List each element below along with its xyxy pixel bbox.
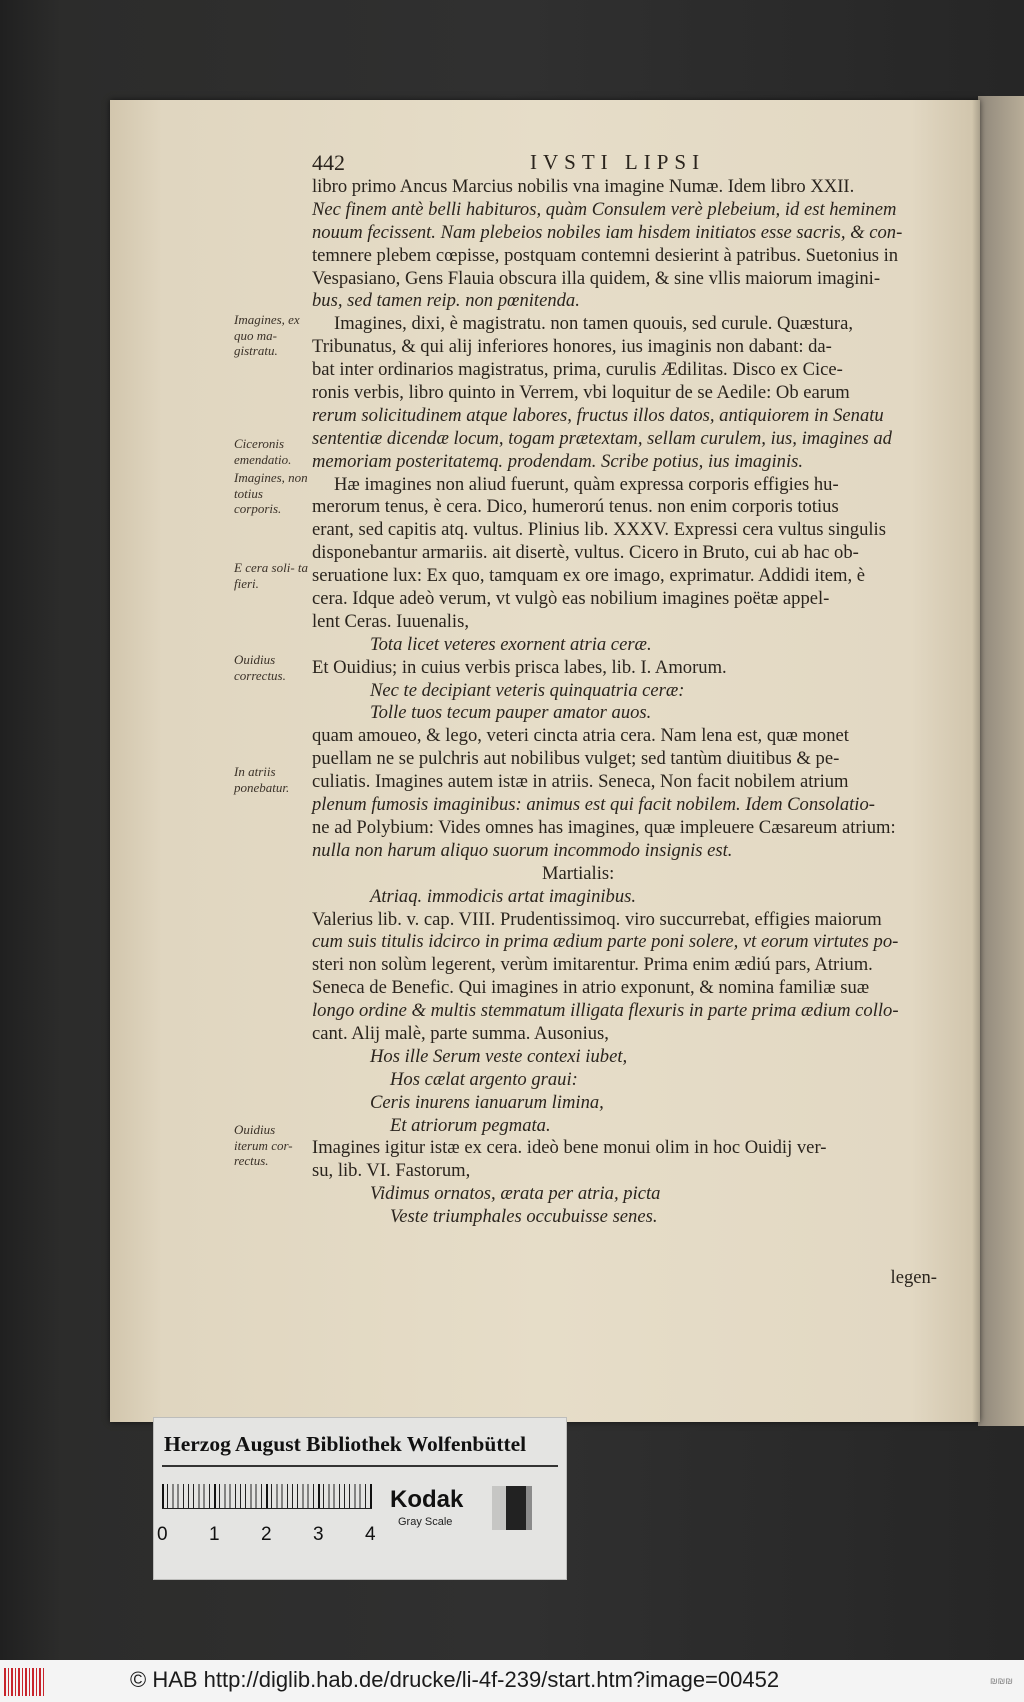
hab-logo-icon xyxy=(4,1668,46,1696)
footer-credit: © HAB http://diglib.hab.de/drucke/li-4f-239/start.htm?image=00452 xyxy=(130,1667,780,1692)
text-line: Et Ouidius; in cuius verbis prisca labes, lib. I. Amorum. xyxy=(312,656,727,678)
text-line: Vespasiano, Gens Flauia obscura illa quidem, & sine vllis maiorum imagini- xyxy=(312,267,881,289)
ruler-scale xyxy=(162,1484,372,1508)
text-line: ronis verbis, libro quinto in Verrem, vbi loquitur de se Aedile: Ob earum xyxy=(312,382,850,404)
kodak-logo: Kodak xyxy=(390,1486,464,1513)
verse-line: Hos cælat argento graui: xyxy=(390,1068,578,1090)
scale-number: 1 xyxy=(209,1524,220,1545)
text-line: longo ordine & multis stemmatum illigata flexuris in parte prima ædium collo- xyxy=(312,1000,899,1022)
margin-note: Imagines, ex quo ma- gistratu. xyxy=(234,312,300,358)
text-line: bat inter ordinarios magistratus, prima, curulis Ædilitas. Disco ex Cice- xyxy=(312,359,843,381)
text-line: Hæ imagines non aliud fuerunt, quàm expressa corporis effigies hu- xyxy=(334,473,839,495)
verse-line: Et atriorum pegmata. xyxy=(390,1114,551,1136)
text-line: nouum fecissent. Nam plebeios nobiles iam hisdem initiatos esse sacris, & con- xyxy=(312,221,903,243)
text-line: Seneca de Benefic. Qui imagines in atrio exponunt, & nomina familiæ suæ xyxy=(312,977,870,999)
text-line: erant, sed capitis atq. vultus. Plinius lib. XXXV. Expressi cera vultus singulis xyxy=(312,519,886,541)
margin-note: Ouidius correctus. xyxy=(234,652,286,683)
text-line: ne ad Polybium: Vides omnes has imagines, quæ impleuere Cæsareum atrium: xyxy=(312,816,896,838)
color-target-card xyxy=(153,1417,567,1580)
text-line: Martialis: xyxy=(542,862,615,884)
text-line: temnere plebem cœpisse, postquam contemni desierint à patribus. Suetonius in xyxy=(312,244,899,266)
gray-patch-dark xyxy=(506,1486,526,1530)
text-line: cera. Idque adeò verum, vt vulgò eas nobilium imagines poëtæ appel- xyxy=(312,588,830,610)
margin-note: Imagines, non totius corporis. xyxy=(234,470,308,516)
ruler-baseline xyxy=(162,1508,372,1509)
gray-patch-mid xyxy=(526,1486,532,1530)
verse-line: Tolle tuos tecum pauper amator auos. xyxy=(370,702,652,724)
scale-number: 4 xyxy=(365,1524,376,1545)
scale-number: 3 xyxy=(313,1524,324,1545)
text-line: cant. Alij malè, parte summa. Ausonius, xyxy=(312,1022,609,1044)
margin-note: E cera soli- ta fieri. xyxy=(234,560,309,591)
verse-line: Ceris inurens ianuarum limina, xyxy=(370,1091,604,1113)
margin-note: Ouidius iterum cor- rectus. xyxy=(234,1122,293,1168)
text-line: libro primo Ancus Marcius nobilis vna imagine Numæ. Idem libro XXII. xyxy=(312,176,855,197)
text-line: rerum solicitudinem atque labores, fructus illos datos, antiquiorem in Senatu xyxy=(312,404,884,426)
text-line: quam amoueo, & lego, veteri cincta atria cera. Nam lena est, quæ monet xyxy=(312,725,849,747)
text-line: bus, sed tamen reip. non pœnitenda. xyxy=(312,290,580,312)
catchword: legen- xyxy=(890,1266,937,1288)
page-number: 442 xyxy=(312,150,345,175)
footer-mark: ₪₪₪ xyxy=(990,1676,1013,1686)
facing-page-edge xyxy=(978,96,1024,1426)
text-line: culiatis. Imagines autem istæ in atriis. Seneca, Non facit nobilem atrium xyxy=(312,771,849,793)
text-line: lent Ceras. Iuuenalis, xyxy=(312,610,469,632)
verse-line: Veste triumphales occubuisse senes. xyxy=(390,1206,658,1228)
text-line: steri non solùm legerent, verùm imitarentur. Prima enim ædiú pars, Atrium. xyxy=(312,954,873,976)
text-line: nulla non harum aliquo suorum incommodo insignis est. xyxy=(312,839,733,861)
verse-line: Hos ille Serum veste contexi iubet, xyxy=(370,1045,628,1067)
text-line: Imagines, dixi, è magistratu. non tamen quouis, sed curule. Quæstura, xyxy=(334,313,853,335)
text-line: disponebantur armariis. ait disertè, vultus. Cicero in Bruto, cui ab hac ob- xyxy=(312,542,859,564)
text-line: su, lib. VI. Fastorum, xyxy=(312,1160,471,1182)
text-line: merorum tenus, è cera. Dico, humerorú tenus. non enim corporis totius xyxy=(312,496,839,518)
library-name: Herzog August Bibliothek Wolfenbüttel xyxy=(164,1432,527,1456)
text-line: seruatione lux: Ex quo, tamquam ex ore imago, exprimatur. Addidi item, è xyxy=(312,565,866,587)
margin-note: Ciceronis emendatio. xyxy=(234,436,292,467)
text-line: Nec finem antè belli habituros, quàm Consulem verè plebeium, id est heminem xyxy=(312,198,897,220)
text-line: Imagines igitur istæ ex cera. ideò bene monui olim in hoc Ouidij ver- xyxy=(312,1137,827,1159)
verse-line: Nec te decipiant veteris quinquatria ceræ: xyxy=(370,679,685,701)
body-text xyxy=(312,176,937,1290)
divider xyxy=(162,1465,558,1467)
text-line: sententiæ dicendæ locum, togam prætextam, sellam curulem, ius, imagines ad xyxy=(312,427,892,449)
scale-number: 0 xyxy=(157,1524,168,1545)
text-line: Valerius lib. v. cap. VIII. Prudentissimoq. viro succurrebat, effigies maiorum xyxy=(312,908,882,930)
gray-patch-light xyxy=(492,1486,506,1530)
text-line: cum suis titulis idcirco in prima ædium parte poni solere, vt eorum virtutes po- xyxy=(312,931,899,953)
text-line: memoriam posteritatemq. prodendam. Scribe potius, ius imaginis. xyxy=(312,450,803,472)
verse-line: Atriaq. immodicis artat imaginibus. xyxy=(370,885,637,907)
gray-scale-label: Gray Scale xyxy=(398,1516,453,1528)
text-line: Tribunatus, & qui alij inferiores honores, ius imaginis non dabant: da- xyxy=(312,336,832,358)
verse-line: Vidimus ornatos, ærata per atria, picta xyxy=(370,1183,661,1205)
running-title: IVSTI LIPSI xyxy=(530,150,706,174)
text-line: plenum fumosis imaginibus: animus est qui facit nobilem. Idem Consolatio- xyxy=(312,794,875,816)
text-line: puellam ne se pulchris aut nobilibus vulget; sed tantùm diuitibus & pe- xyxy=(312,748,840,770)
margin-note: In atriis ponebatur. xyxy=(234,764,290,795)
verse-line: Tota licet veteres exornent atria ceræ. xyxy=(370,633,652,655)
scale-number: 2 xyxy=(261,1524,272,1545)
